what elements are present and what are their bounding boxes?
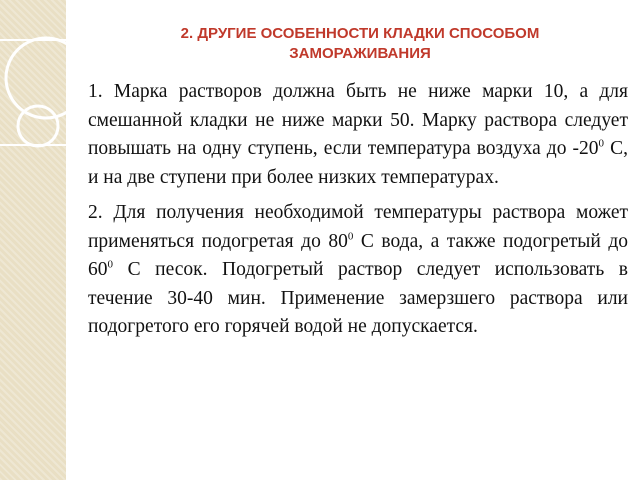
decorative-sidebar — [0, 0, 66, 480]
degree-mark: 0 — [598, 137, 605, 150]
paragraph-2 — [88, 199, 628, 342]
degree-mark: 0 — [107, 258, 113, 271]
degree-mark: 0 — [347, 230, 354, 242]
ornament-rings — [0, 0, 66, 480]
slide-title: 2. ДРУГИЕ ОСОБЕННОСТИ КЛАДКИ СПОСОБОМ ЗАМОРАЖИВАНИЯ — [180, 25, 540, 62]
paragraph-2-text-b: С вода, а также подогретый до 60 — [88, 230, 628, 280]
paragraph-2-text-c: С песок. Подогретый раствор следует использовать в течение 30-40 мин. Применение замерзшего раствора или подогретого его горячей водой не допускается. — [88, 259, 628, 337]
paragraph-1-text-b: С, и на две ступени при более низких температурах. — [88, 138, 628, 188]
paragraph-2-text-a: 2. Для получения необходимой температуры раствора может применяться подогретая до 80 — [88, 202, 628, 252]
paragraph-1-text-a: 1. Марка растворов должна быть не ниже марки 10, а для смешанной кладки не ниже марки 50. Марку раствора следует повышать на одну ступень, если температура воздуха до -20 — [88, 81, 628, 159]
slide-body — [88, 78, 628, 349]
ring-small — [18, 106, 58, 146]
paragraph-1 — [88, 78, 628, 192]
